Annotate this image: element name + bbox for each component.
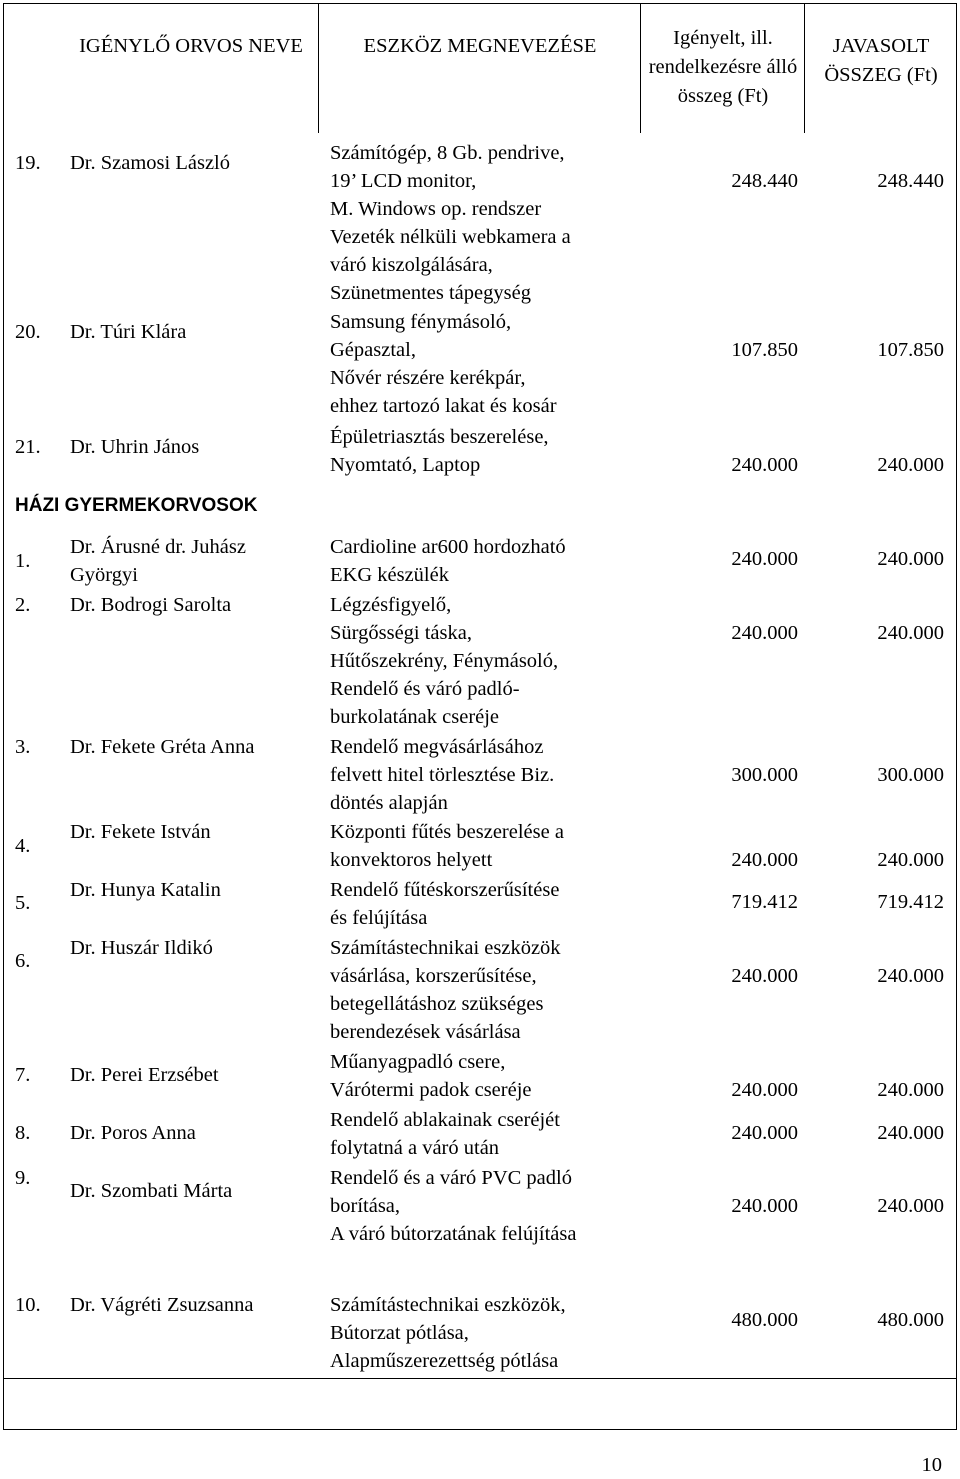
requested-amount: 240.000 [731, 965, 798, 987]
page-number: 10 [921, 1454, 942, 1476]
item-line: felvett hitel törlesztése Biz. [330, 764, 555, 786]
proposed-amount: 240.000 [877, 454, 944, 476]
item-line: Bútorzat pótlása, [330, 1322, 469, 1344]
item-line: Nyomtató, Laptop [330, 454, 481, 476]
proposed-amount: 240.000 [877, 1122, 944, 1144]
row-number: 10. [15, 1294, 41, 1316]
item-line: döntés alapján [330, 792, 448, 814]
header-requested: Igényelt, ill. rendelkezésre álló összeg (Ft) [648, 27, 798, 107]
proposed-amount: 300.000 [877, 764, 944, 786]
doctor-name: Dr. Túri Klára [70, 321, 187, 343]
requested-amount: 240.000 [731, 548, 798, 570]
item-line: folytatná a váró után [330, 1137, 500, 1159]
row-number: 3. [15, 736, 31, 758]
item-line: Samsung fénymásoló, [330, 311, 512, 333]
item-line: és felújítása [330, 907, 428, 929]
item-line: Gépasztal, [330, 339, 416, 361]
item-line: Szünetmentes tápegység [330, 282, 531, 304]
proposed-amount: 107.850 [877, 339, 944, 361]
requested-amount: 240.000 [731, 1195, 798, 1217]
row-number: 2. [15, 594, 31, 616]
row-number: 20. [15, 321, 41, 343]
bottom-border [3, 1429, 957, 1430]
proposed-amount: 480.000 [877, 1309, 944, 1331]
header-divider-1 [318, 3, 319, 133]
item-line: Rendelő és a váró PVC padló [330, 1167, 572, 1189]
doctor-name: Dr. Szombati Márta [70, 1180, 233, 1202]
row-number: 5. [15, 892, 31, 914]
row-number: 21. [15, 436, 41, 458]
header-divider-2 [640, 3, 641, 133]
doctor-name: Dr. Perei Erzsébet [70, 1064, 219, 1086]
row-number: 8. [15, 1122, 31, 1144]
doctor-name: Dr. Fekete Gréta Anna [70, 736, 255, 758]
item-line: Rendelő ablakainak cseréjét [330, 1109, 560, 1131]
doctor-name: Dr. Fekete István [70, 821, 211, 843]
proposed-amount: 240.000 [877, 1195, 944, 1217]
doctor-name: Dr. Huszár Ildikó [70, 937, 213, 959]
item-line: A váró bútorzatának felújítása [330, 1223, 577, 1245]
header-proposed: JAVASOLT ÖSSZEG (Ft) [824, 35, 938, 86]
item-line: Számítógép, 8 Gb. pendrive, [330, 142, 565, 164]
proposed-amount: 248.440 [877, 170, 944, 192]
item-line: Hűtőszekrény, Fénymásoló, [330, 650, 559, 672]
proposed-amount: 240.000 [877, 548, 944, 570]
requested-amount: 248.440 [731, 170, 798, 192]
item-line: Számítástechnikai eszközök, [330, 1294, 566, 1316]
requested-amount: 480.000 [731, 1309, 798, 1331]
row-number: 19. [15, 152, 41, 174]
doctor-name: Györgyi [70, 564, 138, 586]
proposed-amount: 719.412 [877, 891, 944, 913]
header-name: IGÉNYLŐ ORVOS NEVE [79, 35, 303, 57]
requested-amount: 300.000 [731, 764, 798, 786]
requested-amount: 240.000 [731, 454, 798, 476]
doctor-name: Dr. Vágréti Zsuzsanna [70, 1294, 254, 1316]
item-line: M. Windows op. rendszer [330, 198, 542, 220]
item-line: Várótermi padok cseréje [330, 1079, 532, 1101]
doctor-name: Dr. Uhrin János [70, 436, 200, 458]
doctor-name: Dr. Szamosi László [70, 152, 230, 174]
item-line: Vezeték nélküli webkamera a [330, 226, 571, 248]
top-border [3, 3, 957, 4]
proposed-amount: 240.000 [877, 849, 944, 871]
item-line: EKG készülék [330, 564, 449, 586]
item-line: Műanyagpadló csere, [330, 1051, 506, 1073]
requested-amount: 107.850 [731, 339, 798, 361]
item-line: Légzésfigyelő, [330, 594, 452, 616]
item-line: betegellátáshoz szükséges [330, 993, 544, 1015]
item-line: váró kiszolgálására, [330, 254, 493, 276]
item-line: Rendelő és váró padló- [330, 678, 520, 700]
item-line: Rendelő megvásárlásához [330, 736, 544, 758]
item-line: Cardioline ar600 hordozható [330, 536, 566, 558]
header-item: ESZKÖZ MEGNEVEZÉSE [363, 35, 597, 57]
requested-amount: 240.000 [731, 1122, 798, 1144]
item-line: konvektoros helyett [330, 849, 493, 871]
right-border [956, 3, 957, 1430]
row-number: 7. [15, 1064, 31, 1086]
row-number: 1. [15, 550, 31, 572]
item-line: Nővér részére kerékpár, [330, 367, 526, 389]
proposed-amount: 240.000 [877, 1079, 944, 1101]
doctor-name: Dr. Árusné dr. Juhász [70, 536, 246, 558]
section-title: HÁZI GYERMEKORVOSOK [15, 495, 258, 516]
requested-amount: 240.000 [731, 622, 798, 644]
item-line: Rendelő fűtéskorszerűsítése [330, 879, 560, 901]
doctor-name: Dr. Bodrogi Sarolta [70, 594, 232, 616]
row-number: 6. [15, 950, 31, 972]
item-line: 19’ LCD monitor, [330, 170, 477, 192]
item-line: borítása, [330, 1195, 401, 1217]
item-line: ehhez tartozó lakat és kosár [330, 395, 557, 417]
item-line: Épületriasztás beszerelése, [330, 426, 549, 448]
item-line: Alapműszerezettség pótlása [330, 1350, 559, 1372]
proposed-amount: 240.000 [877, 622, 944, 644]
requested-amount: 719.412 [731, 891, 798, 913]
doctor-name: Dr. Poros Anna [70, 1122, 196, 1144]
row-separator [3, 1378, 957, 1379]
left-border [3, 3, 4, 1430]
item-line: burkolatának cseréje [330, 706, 500, 728]
item-line: Központi fűtés beszerelése a [330, 821, 564, 843]
item-line: berendezések vásárlása [330, 1021, 521, 1043]
item-line: Sürgősségi táska, [330, 622, 472, 644]
row-number: 4. [15, 835, 31, 857]
doctor-name: Dr. Hunya Katalin [70, 879, 221, 901]
header-divider-3 [804, 3, 805, 133]
requested-amount: 240.000 [731, 1079, 798, 1101]
item-line: Számítástechnikai eszközök [330, 937, 561, 959]
proposed-amount: 240.000 [877, 965, 944, 987]
requested-amount: 240.000 [731, 849, 798, 871]
row-number: 9. [15, 1167, 31, 1189]
item-line: vásárlása, korszerűsítése, [330, 965, 537, 987]
